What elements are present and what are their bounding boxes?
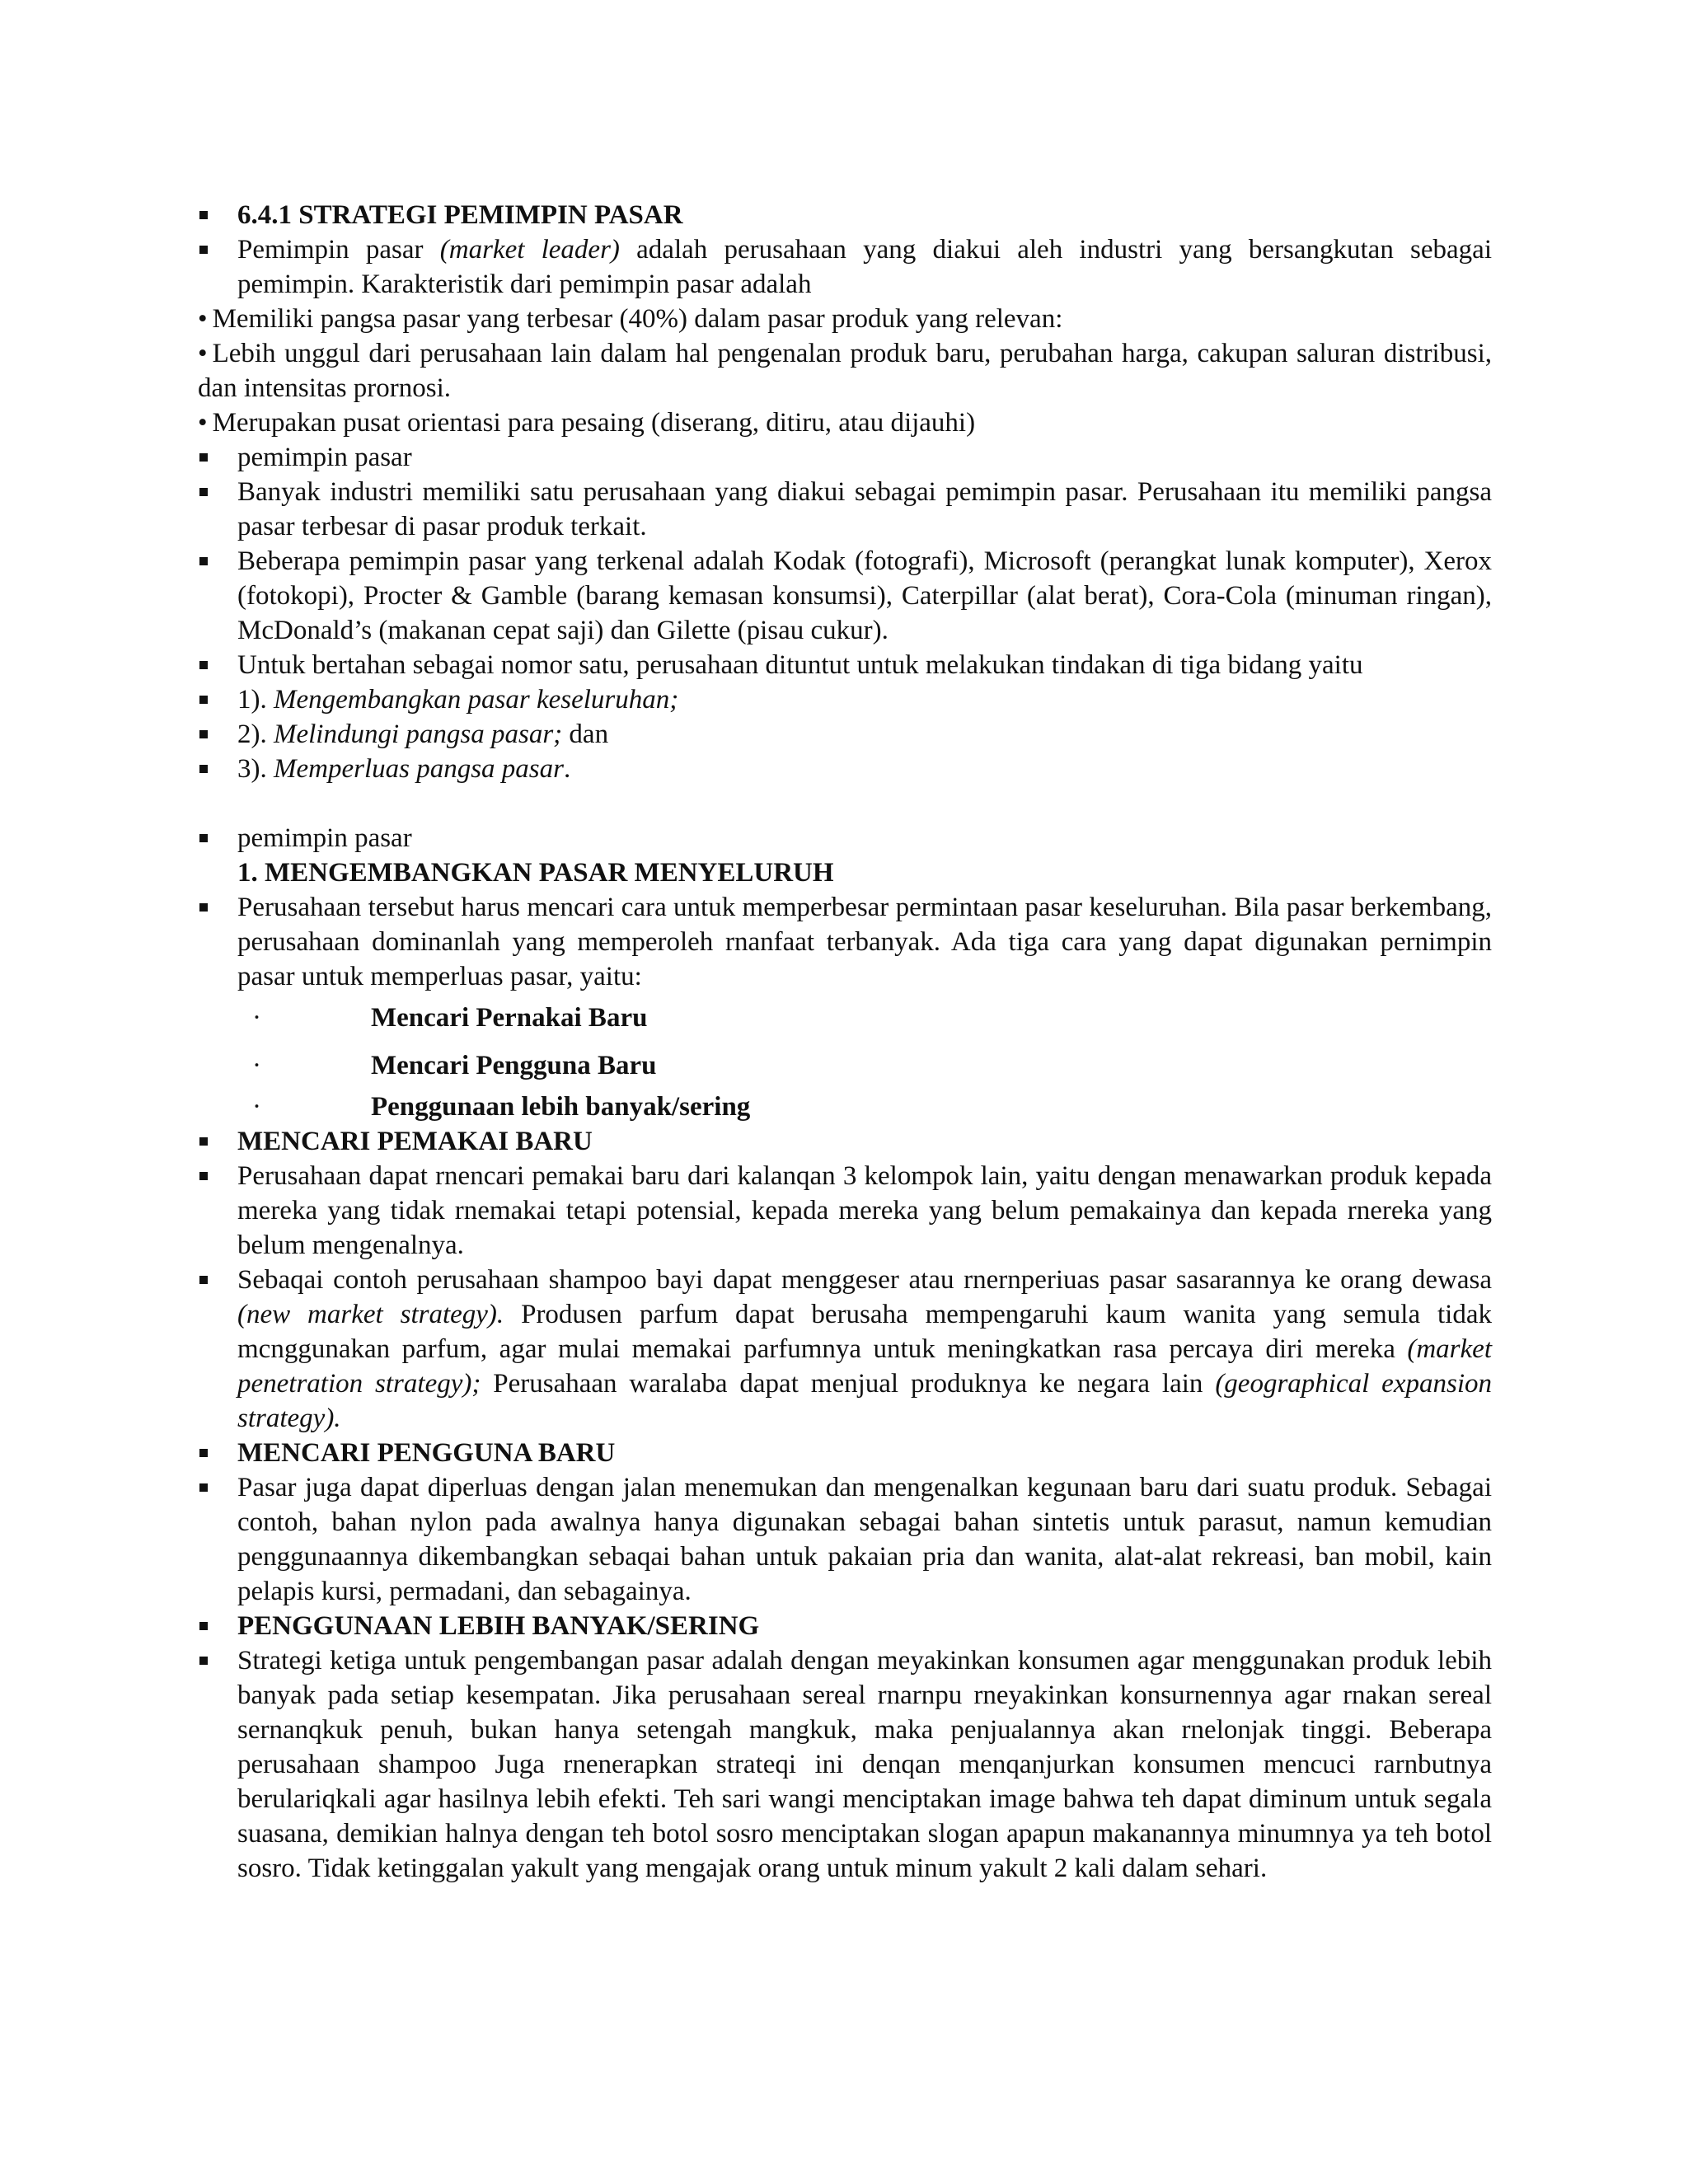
- way-item: [198, 1090, 1492, 1124]
- heading-more-usage: PENGGUNAAN LEBIH BANYAK/SERING: [198, 1609, 1492, 1643]
- strategy-term: (geographical expansion strategy).: [237, 1369, 1492, 1433]
- heading-new-users: MENCARI PEMAKAI BARU: [198, 1124, 1492, 1159]
- develop-market-paragraph: Perusahaan tersebut harus mencari cara untuk memperbesar permintaan pasar keseluruhan. Bila pasar berkembang, perusahaan dominanlah yang memperoleh rnanfaat terbanyak. Ada tiga cara yang dapat digunakan pernimpin pasar untuk memperluas pasar, yaitu:: [198, 890, 1492, 994]
- bullet-dot: •: [198, 408, 208, 438]
- characteristic-text: Lebih unggul dari perusahaan lain dalam hal pengenalan produk baru, perubahan harga, cakupan saluran distribusi, dan intensitas prornosi.: [198, 339, 1492, 403]
- action-number: 3).: [237, 754, 274, 784]
- characteristic-text: Memiliki pangsa pasar yang terbesar (40%) dalam pasar produk yang relevan:: [212, 304, 1063, 334]
- action-item: [198, 717, 1492, 752]
- new-uses-paragraph: Pasar juga dapat diperluas dengan jalan menemukan dan mengenalkan kegunaan baru dari suatu produk. Sebagai contoh, bahan nylon pada awalnya hanya digunakan sebagai bahan sintetis untuk parasut, namun kemudian penggunaannya dikembangkan sebaqai bahan untuk pakaian pria dan wanita, alat-alat rekreasi, ban mobil, kain pelapis kursi, permadani, dan sebagainya.: [198, 1470, 1492, 1609]
- action-suffix: .: [564, 754, 571, 784]
- action-suffix: dan: [562, 719, 609, 749]
- characteristic-item: [198, 405, 1492, 440]
- leader-label: pemimpin pasar: [198, 440, 1492, 475]
- intro-pre: Pemimpin pasar: [237, 235, 440, 265]
- way-item: [198, 1042, 1492, 1090]
- section-title: 6.4.1 STRATEGI PEMIMPIN PASAR: [198, 198, 1492, 232]
- example-strategy-paragraph: [198, 1263, 1492, 1436]
- strategy-term: (market penetration strategy);: [237, 1334, 1492, 1399]
- text-part: Sebaqai contoh perusahaan shampoo bayi dapat menggeser atau rnernperiuas pasar sasarannya ke orang dewasa: [237, 1265, 1492, 1295]
- heading-develop-market: 1. MENGEMBANGKAN PASAR MENYELURUH: [237, 858, 834, 888]
- examples-paragraph: Beberapa pemimpin pasar yang terkenal adalah Kodak (fotografi), Microsoft (perangkat lunak komputer), Xerox (fotokopi), Procter & Gamble (barang kemasan konsumsi), Caterpillar (alat berat), Cora-Cola (minuman ringan), McDonald’s (makanan cepat saji) dan Gilette (pisau cukur).: [198, 544, 1492, 648]
- intro-paragraph: [198, 232, 1492, 302]
- action-text: Melindungi pangsa pasar;: [274, 719, 563, 749]
- new-users-paragraph: Perusahaan dapat rnencari pemakai baru dari kalanqan 3 kelompok lain, yaitu dengan menawarkan produk kepada mereka yang tidak rnemakai tetapi potensial, kepada mereka yang belum pemakainya dan kepada rnereka yang belum mengenalnya.: [198, 1159, 1492, 1263]
- characteristic-item: [198, 336, 1492, 405]
- spacer: [198, 786, 1492, 821]
- way-text: Mencari Pengguna Baru: [371, 1051, 657, 1080]
- intro-post: adalah perusahaan yang diakui aleh industri yang bersangkutan sebagai pemimpin. Karakteristik dari pemimpin pasar adalah: [237, 235, 1492, 299]
- action-text: Mengembangkan pasar keseluruhan;: [274, 685, 679, 715]
- survive-paragraph: Untuk bertahan sebagai nomor satu, perusahaan dituntut untuk melakukan tindakan di tiga bidang yaitu: [198, 648, 1492, 682]
- document-page: [198, 198, 1492, 1886]
- intro-term: (market leader): [439, 235, 620, 265]
- characteristic-text: Merupakan pusat orientasi para pesaing (diserang, ditiru, atau dijauhi): [212, 408, 976, 438]
- middle-dot: ·: [252, 1092, 261, 1122]
- action-item: [198, 752, 1492, 786]
- bullet-dot: •: [198, 339, 208, 368]
- middle-dot: ·: [252, 1051, 261, 1080]
- characteristic-item: [198, 302, 1492, 336]
- bullet-dot: •: [198, 304, 208, 334]
- industry-paragraph: Banyak industri memiliki satu perusahaan yang diakui sebagai pemimpin pasar. Perusahaan itu memiliki pangsa pasar terbesar di pasar produk terkait.: [198, 475, 1492, 544]
- leader-label: pemimpin pasar: [198, 821, 1492, 855]
- text-part: Produsen parfum dapat berusaha mempengaruhi kaum wanita yang semula tidak mcnggunakan parfum, agar mulai memakai parfumnya untuk meningkatkan rasa percaya diri mereka: [237, 1300, 1492, 1364]
- action-number: 1).: [237, 685, 274, 715]
- more-usage-paragraph: Strategi ketiga untuk pengembangan pasar adalah dengan meyakinkan konsumen agar menggunakan produk lebih banyak pada setiap kesempatan. Jika perusahaan sereal rnarnpu rneyakinkan konsurnennya agar rnakan sereal sernanqkuk penuh, bukan hanya setengah mangkuk, maka penjualannya akan rnelonjak tinggi. Beberapa perusahaan shampoo Juga rnenerapkan strateqi ini denqan menqanjurkan konsumen mencuci rarnbutnya berulariqkali agar hasilnya lebih efekti. Teh sari wangi menciptakan image bahwa teh dapat diminum untuk segala suasana, demikian halnya dengan teh botol sosro menciptakan slogan apapun makanannya minumnya ya teh botol sosro. Tidak ketinggalan yakult yang mengajak orang untuk minum yakult 2 kali dalam sehari.: [198, 1643, 1492, 1886]
- action-text: Memperluas pangsa pasar: [274, 754, 564, 784]
- action-number: 2).: [237, 719, 274, 749]
- way-item: [198, 994, 1492, 1042]
- text-part: Perusahaan waralaba dapat menjual produknya ke negara lain: [481, 1369, 1216, 1399]
- heading-new-uses: MENCARI PENGGUNA BARU: [198, 1436, 1492, 1470]
- way-text: Penggunaan lebih banyak/sering: [371, 1092, 751, 1122]
- strategy-term: (new market strategy).: [237, 1300, 504, 1329]
- middle-dot: ·: [252, 1003, 261, 1033]
- way-text: Mencari Pernakai Baru: [371, 1003, 648, 1033]
- action-item: [198, 682, 1492, 717]
